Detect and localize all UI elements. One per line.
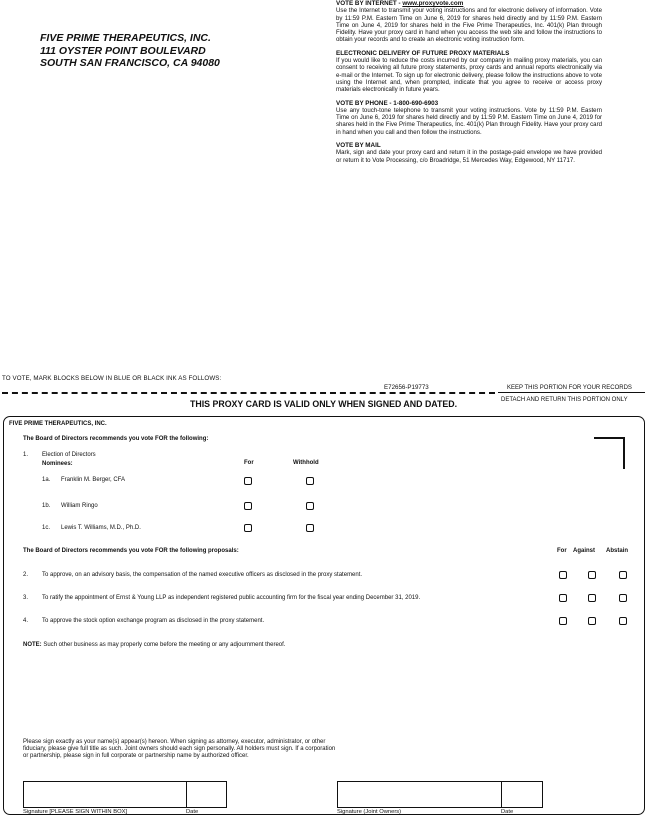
valid-only-when-signed: THIS PROXY CARD IS VALID ONLY WHEN SIGNED AND DATED. [190,399,458,409]
nominee-1b-for-checkbox[interactable] [244,502,252,510]
detach-portion-label: DETACH AND RETURN THIS PORTION ONLY [501,397,628,403]
note-label: NOTE: [23,642,42,648]
signature-label: Signature [PLEASE SIGN WITHIN BOX] [23,809,128,815]
nominee-1b-withhold-checkbox[interactable] [306,502,314,510]
company-address [40,32,280,70]
card-company-name: FIVE PRIME THERAPEUTICS, INC. [9,421,107,427]
control-number: E72656-P19773 [384,384,429,391]
nominee-1c-number: 1c. [42,525,51,531]
proposal-3-abstain-checkbox[interactable] [619,594,627,602]
proposal-2-against-checkbox[interactable] [588,571,596,579]
proposal-4-number: 4. [23,618,29,624]
nominee-1c-name: Lewis T. Williams, M.D., Ph.D. [61,525,141,531]
company-street: 111 OYSTER POINT BOULEVARD [40,44,206,57]
note [23,642,285,648]
vote-phone-body: Use any touch-tone telephone to transmit your voting instructions. Vote by 11:59 P.M. Eastern Time on June 6, 2019 for shares held directly and by 11:59 P.M. Eastern Time on June 4, 2019 for shares held in the Five Prime Therapeutics, Inc. 401(k) Plan through Fidelity. Have your proxy card in hand when you call and then follow the instructions. [336,106,602,136]
proposal-2-abstain-checkbox[interactable] [619,571,627,579]
column-for: For [244,460,254,466]
proposal-2-text: To approve, on an advisory basis, the compensation of the named executive officers as disclosed in the proxy statement. [42,572,363,578]
electronic-delivery-body: If you would like to reduce the costs incurred by our company in mailing proxy materials, you can consent to receiving all future proxy statements, proxy cards and annual reports electronically via e-mail or the Internet. To sign up for electronic delivery, please follow the instructions above to vote using the Internet and, when prompted, indicate that you agree to receive or access proxy materials electronically in future years. [336,57,602,94]
board-recommendation-directors: The Board of Directors recommends you vote FOR the following: [23,436,209,442]
signing-instructions: Please sign exactly as your name(s) appear(s) hereon. When signing as attorney, executor, administrator, or other fiduciary, please give full title as such. Joint owners should each sign personally. All holders must sign. If a corporation or partnership, please sign in full corporate or partnership name by authorized officer. [23,739,336,759]
vote-phone-title: VOTE BY PHONE - 1-800-690-6903 [336,99,439,107]
nominee-1a-number: 1a. [42,477,51,483]
detach-solid-line [498,392,645,393]
nominee-1b-number: 1b. [42,503,51,509]
vote-mail-body: Mark, sign and date your proxy card and return it in the postage-paid envelope we have provided or return it to Vote Processing, c/o Broadridge, 51 Mercedes Way, Edgewood, NY 11717. [336,149,602,164]
electronic-delivery-title: ELECTRONIC DELIVERY OF FUTURE PROXY MATERIALS [336,49,510,57]
vote-mail-title: VOTE BY MAIL [336,142,381,150]
corner-mark [594,437,625,469]
company-city: SOUTH SAN FRANCISCO, CA 94080 [40,57,220,69]
proposal-4-against-checkbox[interactable] [588,617,596,625]
electronic-delivery-block [336,50,602,94]
proposal-2-for-checkbox[interactable] [559,571,567,579]
vote-by-phone-block [336,100,602,136]
vote-internet-title: VOTE BY INTERNET - [336,0,403,7]
voting-instructions [336,0,602,170]
proposal-3-for-checkbox[interactable] [559,594,567,602]
joint-signature-label: Signature (Joint Owners) [337,809,402,815]
item-1-label: Election of Directors [42,452,96,458]
nominee-1a-for-checkbox[interactable] [244,477,252,485]
note-text: Such other business as may properly come before the meeting or any adjournment thereof. [41,642,286,648]
proposal-3-against-checkbox[interactable] [588,594,596,602]
vote-by-mail-block [336,142,602,164]
nominee-1c-for-checkbox[interactable] [244,524,252,532]
joint-date-label: Date [501,809,514,815]
board-recommendation-proposals: The Board of Directors recommends you vote FOR the following proposals: [23,548,239,554]
vote-mark-instruction: TO VOTE, MARK BLOCKS BELOW IN BLUE OR BLACK INK AS FOLLOWS: [2,375,222,382]
nominee-1a-name: Franklin M. Berger, CFA [61,477,126,483]
proposal-3-text: To ratify the appointment of Ernst & Young LLP as independent registered public accounting firm for the fiscal year ending December 31, 2019. [42,595,421,601]
proposal-4-abstain-checkbox[interactable] [619,617,627,625]
detach-dashed-line [2,392,495,394]
keep-portion-label: KEEP THIS PORTION FOR YOUR RECORDS [507,385,632,391]
joint-signature-box[interactable] [337,781,543,808]
date-label: Date [186,809,199,815]
nominees-label: Nominees: [42,461,73,467]
proxyvote-link[interactable]: www.proxyvote.com [402,0,464,7]
joint-date-box-divider [501,782,502,807]
company-name: FIVE PRIME THERAPEUTICS, INC. [40,32,211,44]
proxy-card [3,416,645,815]
column-withhold: Withhold [293,460,319,466]
column-2-against: Against [573,548,596,554]
proposal-2-number: 2. [23,572,29,578]
column-2-abstain: Abstain [606,548,629,554]
nominee-1c-withhold-checkbox[interactable] [306,524,314,532]
signature-box[interactable] [23,781,227,808]
nominee-1b-name: William Ringo [61,503,98,509]
date-box-divider [186,782,187,807]
nominee-1a-withhold-checkbox[interactable] [306,477,314,485]
column-2-for: For [557,548,567,554]
vote-internet-body: Use the Internet to transmit your voting instructions and for electronic delivery of information. Vote by 11:59 P.M. Eastern Time on June 6, 2019 for shares held directly and by 11:59 P.M. Eastern Time on June 4, 2019 for shares held in the Five Prime Therapeutics, Inc. 401(k) Plan through Fidelity. Have your proxy card in hand when you access the web site and follow the instructions to obtain your records and to create an electronic voting instruction form. [336,7,602,44]
proposal-4-for-checkbox[interactable] [559,617,567,625]
vote-by-internet-block [336,0,602,44]
item-1-number: 1. [23,452,29,458]
proposal-3-number: 3. [23,595,29,601]
proposal-4-text: To approve the stock option exchange program as disclosed in the proxy statement. [42,618,265,624]
